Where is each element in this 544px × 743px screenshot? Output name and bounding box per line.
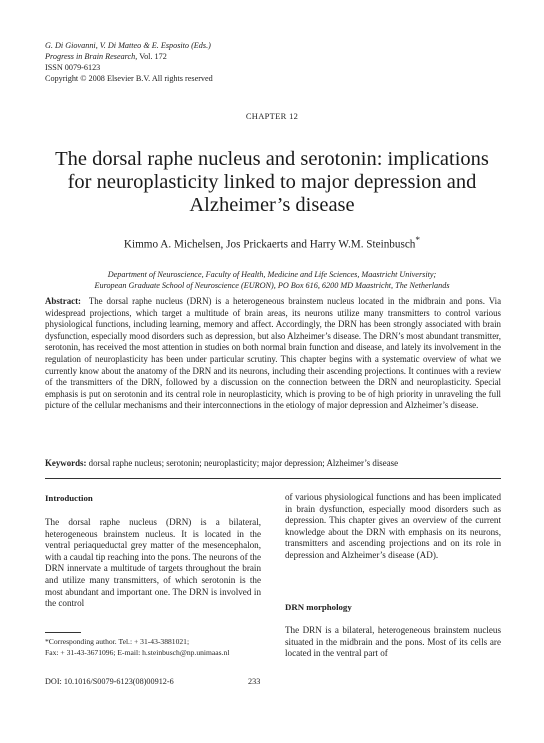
author-list bbox=[0, 236, 544, 251]
abstract bbox=[45, 296, 501, 412]
editors-line: G. Di Giovanni, V. Di Matteo & E. Esposito (Eds.) bbox=[45, 41, 211, 50]
keywords-label: Keywords: bbox=[45, 458, 87, 468]
title-line-1: The dorsal raphe nucleus and serotonin: implications bbox=[55, 148, 489, 170]
page-number: 233 bbox=[248, 677, 261, 686]
keywords-text: dorsal raphe nucleus; serotonin; neuroplasticity; major depression; Alzheimer’s disease bbox=[88, 458, 399, 468]
title-line-2: for neuroplasticity linked to major depression and bbox=[67, 171, 477, 193]
title-line-3: Alzheimer’s disease bbox=[189, 194, 355, 216]
affiliation-line-1: Department of Neuroscience, Faculty of Health, Medicine and Life Sciences, Maastricht University; bbox=[107, 270, 437, 279]
corresponding-author-footnote bbox=[45, 637, 261, 658]
footnote-line-2: Fax: + 31-43-3671096; E-mail: h.steinbusch@np.unimaas.nl bbox=[45, 647, 230, 657]
corresponding-author-mark: * bbox=[415, 236, 421, 246]
affiliation bbox=[30, 269, 514, 291]
issn-line: ISSN 0079-6123 bbox=[45, 63, 101, 72]
doi: DOI: 10.1016/S0079-6123(08)00912-6 bbox=[45, 677, 174, 686]
footnote-rule bbox=[45, 632, 81, 633]
copyright-line: Copyright © 2008 Elsevier B.V. All rights reserved bbox=[45, 74, 213, 83]
series-line bbox=[45, 51, 213, 62]
abstract-text: The dorsal raphe nucleus (DRN) is a heterogeneous brainstem nucleus located in the midbrain and pons. Via widespread projections, which target a multitude of brain areas, its neurons utilize many transmitters to control various physiological functions, including learning, memory and affect. Accordingly, the DRN has been strongly associated with brain dysfunction, especially mood disorders such as depression, but also Alzheimer’s disease. The DRN’s most abundant transmitter, serotonin, has received the most attention in studies on both normal brain function and disease, and lately its involvement in the regulation of neuroplasticity has been under particular scrutiny. This chapter begins with a systematic overview of what we currently know about the anatomy of the DRN and its neurons, including their ascending projections. It continues with a review of the transmitters of the DRN, followed by a discussion on the connection between the DRN and neuroplasticity. Special emphasis is put on serotonin and its central role in neuroplasticity, which is proving to be of high priority in unraveling the full picture of the cellular mechanisms and their interconnections in the etiology of major depression and Alzheimer’s disease. bbox=[45, 296, 502, 411]
introduction-heading: Introduction bbox=[45, 493, 93, 503]
introduction-continuation: of various physiological functions and has been implicated in brain dysfunction, especially mood disorders such as depression. This chapter gives an overview of the current knowledge about the DRN with emphasis on its neurons, transmitters and ascending projections and on its role in depression and Alzheimer’s disease (AD). bbox=[285, 492, 501, 560]
publication-meta bbox=[45, 40, 213, 84]
introduction-body: The dorsal raphe nucleus (DRN) is a bilateral, heterogeneous brainstem nucleus. It is located in the ventral periaqueductal grey matter of the mesencephalon, with a caudal tip reaching into the pons. The neurons of the DRN innervate a multitude of targets throughout the brain and utilize many transmitters, of which serotonin is the most abundant and important one. The DRN is involved in the control bbox=[45, 517, 262, 609]
drn-morphology-body: The DRN is a bilateral, heterogeneous brainstem nucleus situated in the midbrain and the pons. Most of its cells are located in the ventral part of bbox=[285, 625, 501, 659]
article-title bbox=[30, 148, 514, 217]
chapter-label: CHAPTER 12 bbox=[245, 111, 299, 121]
drn-morphology-heading: DRN morphology bbox=[285, 602, 352, 612]
series-name: Progress in Brain Research bbox=[45, 52, 136, 61]
section-divider bbox=[45, 478, 501, 479]
abstract-label: Abstract: bbox=[45, 296, 81, 306]
keywords bbox=[45, 458, 501, 468]
authors-names: Kimmo A. Michelsen, Jos Prickaerts and Harry W.M. Steinbusch bbox=[123, 238, 416, 251]
series-volume: , Vol. 172 bbox=[135, 52, 167, 61]
footnote-line-1: *Corresponding author. Tel.: + 31-43-3881021; bbox=[45, 637, 190, 646]
affiliation-line-2: European Graduate School of Neuroscience (EURON), PO Box 616, 6200 MD Maastricht, The Netherlands bbox=[94, 281, 450, 290]
